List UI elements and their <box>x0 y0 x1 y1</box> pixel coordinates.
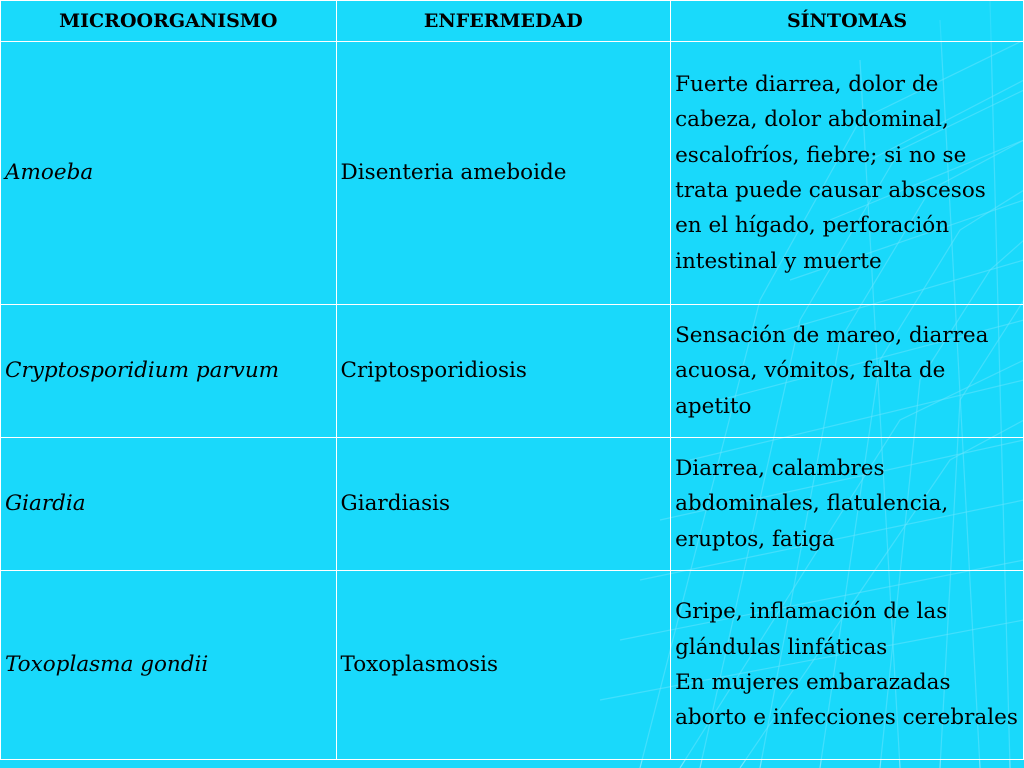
header-microorganism: MICROORGANISMO <box>1 1 337 42</box>
table-row <box>1 571 1024 760</box>
disease-cell: Criptosporidiosis <box>336 305 671 438</box>
header-disease: ENFERMEDAD <box>336 1 671 42</box>
symptoms-text: En mujeres embarazadas aborto e infecciones cerebrales <box>675 670 1018 731</box>
symptoms-text: Fuerte diarrea, dolor de cabeza, dolor abdominal, escalofríos, fiebre; si no se trata puede causar abscesos en el hígado, perforación intestinal y muerte <box>675 71 986 274</box>
microorganism-cell: Toxoplasma gondii <box>1 571 337 760</box>
symptoms-text: Diarrea, calambres abdominales, flatulencia, eruptos, fatiga <box>675 455 949 552</box>
microorganism-cell: Giardia <box>1 438 337 571</box>
disease-cell: Giardiasis <box>336 438 671 571</box>
microorganism-cell: Amoeba <box>1 42 337 305</box>
table-row <box>1 438 1024 571</box>
symptoms-text: Gripe, inflamación de las glándulas linfáticas <box>675 599 948 660</box>
disease-cell: Disenteria ameboide <box>336 42 671 305</box>
table-row <box>1 42 1024 305</box>
header-symptoms: SÍNTOMAS <box>671 1 1024 42</box>
table-header-row <box>1 1 1024 42</box>
symptoms-cell <box>671 438 1024 571</box>
symptoms-text: Sensación de mareo, diarrea acuosa, vómitos, falta de apetito <box>675 322 989 419</box>
disease-cell: Toxoplasmosis <box>336 571 671 760</box>
symptoms-cell <box>671 305 1024 438</box>
symptoms-cell <box>671 571 1024 760</box>
microorganism-cell: Cryptosporidium parvum <box>1 305 337 438</box>
symptoms-cell <box>671 42 1024 305</box>
table-row <box>1 305 1024 438</box>
